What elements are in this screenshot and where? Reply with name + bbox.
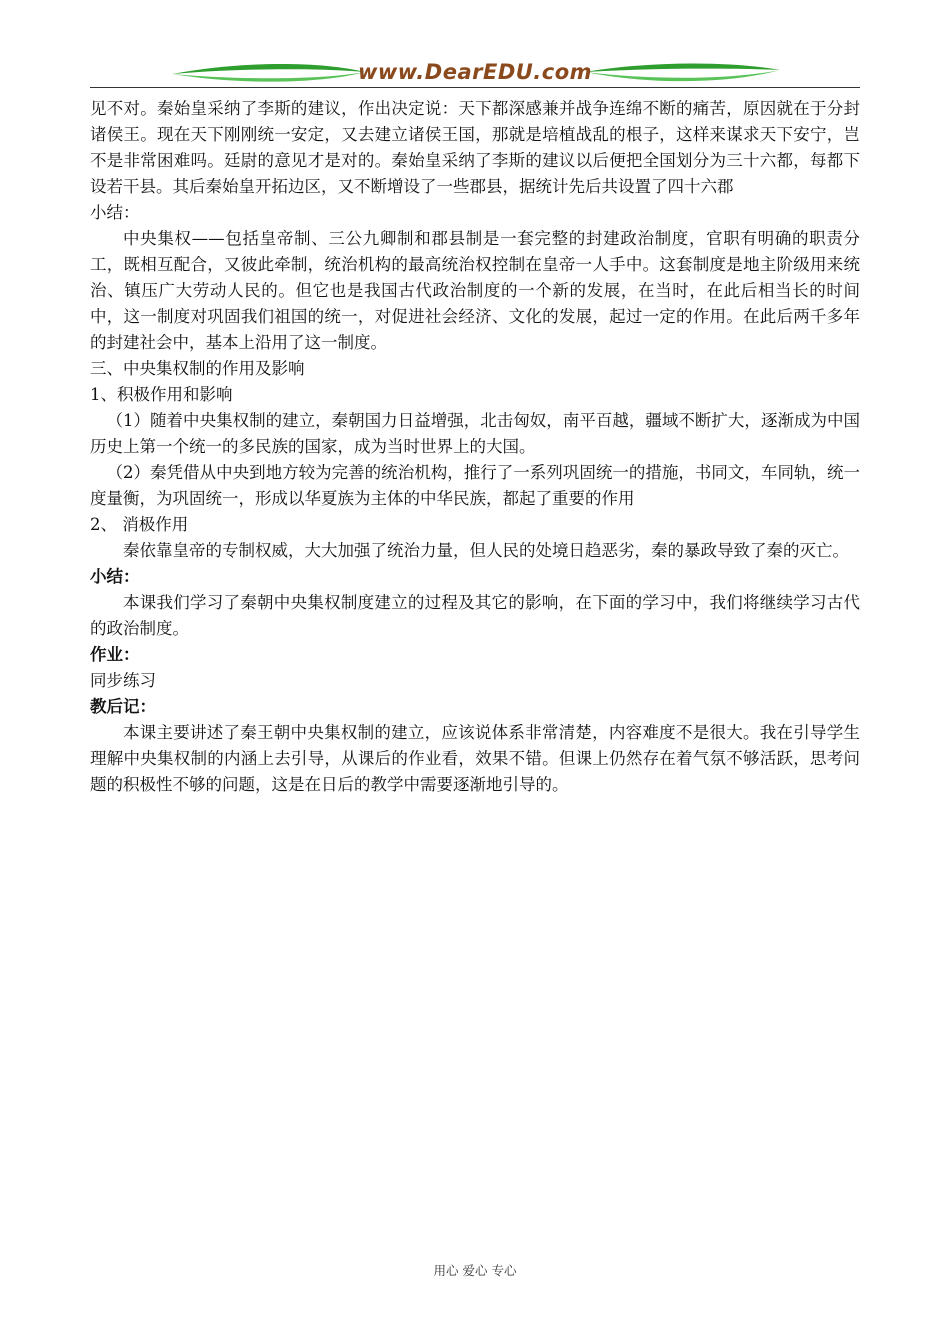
homework-heading: 作业：	[90, 645, 140, 664]
site-logo-text: www.DearEDU.com	[357, 60, 593, 84]
positive-point-1: （1）随着中央集权制的建立，秦朝国力日益增强，北击匈奴，南平百越，疆域不断扩大，逐渐成为中国历史上第一个统一的多民族的国家，成为当时世界上的大国。	[90, 411, 860, 456]
summary2-paragraph: 本课我们学习了秦朝中央集权制度建立的过程及其它的影响，在下面的学习中，我们将继续学习古代的政治制度。	[90, 593, 860, 638]
negative-effects-paragraph: 秦依靠皇帝的专制权威，大大加强了统治力量，但人民的处境日趋恶劣，秦的暴政导致了秦的灭亡。	[123, 541, 849, 560]
document-body	[90, 96, 860, 798]
homework-text: 同步练习	[90, 671, 156, 690]
intro-paragraph: 见不对。秦始皇采纳了李斯的建议，作出决定说：天下都深感兼并战争连绵不断的痛苦，原因就在于分封诸侯王。现在天下刚刚统一安定，又去建立诸侯王国，那就是培植战乱的根子，这样来谋求天下安宁，岂不是非常困难吗。廷尉的意见才是对的。秦始皇采纳了李斯的建议以后便把全国划分为三十六都，每都下设若干县。其后秦始皇开拓边区，又不断增设了一些郡县，据统计先后共设置了四十六郡	[90, 99, 860, 196]
reflection-paragraph: 本课主要讲述了秦王朝中央集权制的建立，应该说体系非常清楚，内容难度不是很大。我在引导学生理解中央集权制的内涵上去引导，从课后的作业看，效果不错。但课上仍然存在着气氛不够活跃，思考问题的积极性不够的问题，这是在日后的教学中需要逐渐地引导的。	[90, 723, 860, 794]
positive-point-2: （2）秦凭借从中央到地方较为完善的统治机构，推行了一系列巩固统一的措施，书同文，车同轨，统一度量衡，为巩固统一，形成以华夏族为主体的中华民族，都起了重要的作用	[90, 463, 860, 508]
summary-paragraph: 中央集权——包括皇帝制、三公九卿制和郡县制是一套完整的封建政治制度，官职有明确的职责分工，既相互配合，又彼此牵制，统治机构的最高统治权控制在皇帝一人手中。这套制度是地主阶级用来统治、镇压广大劳动人民的。但它也是我国古代政治制度的一个新的发展，在当时，在此后相当长的时间中，这一制度对巩固我们祖国的统一，对促进社会经济、文化的发展，起过一定的作用。在此后两千多年的封建社会中，基本上沿用了这一制度。	[90, 229, 860, 352]
reflection-heading: 教后记：	[90, 697, 156, 716]
positive-effects-heading: 1、积极作用和影响	[90, 385, 233, 404]
header-divider	[90, 87, 860, 88]
summary-heading: 小结：	[90, 203, 140, 222]
page-footer: 用心 爱心 专心	[433, 1263, 517, 1278]
summary2-heading: 小结：	[90, 567, 140, 586]
section-heading: 三、中央集权制的作用及影响	[90, 359, 305, 378]
negative-effects-heading: 2、 消极作用	[90, 515, 189, 534]
page-header	[90, 58, 860, 90]
